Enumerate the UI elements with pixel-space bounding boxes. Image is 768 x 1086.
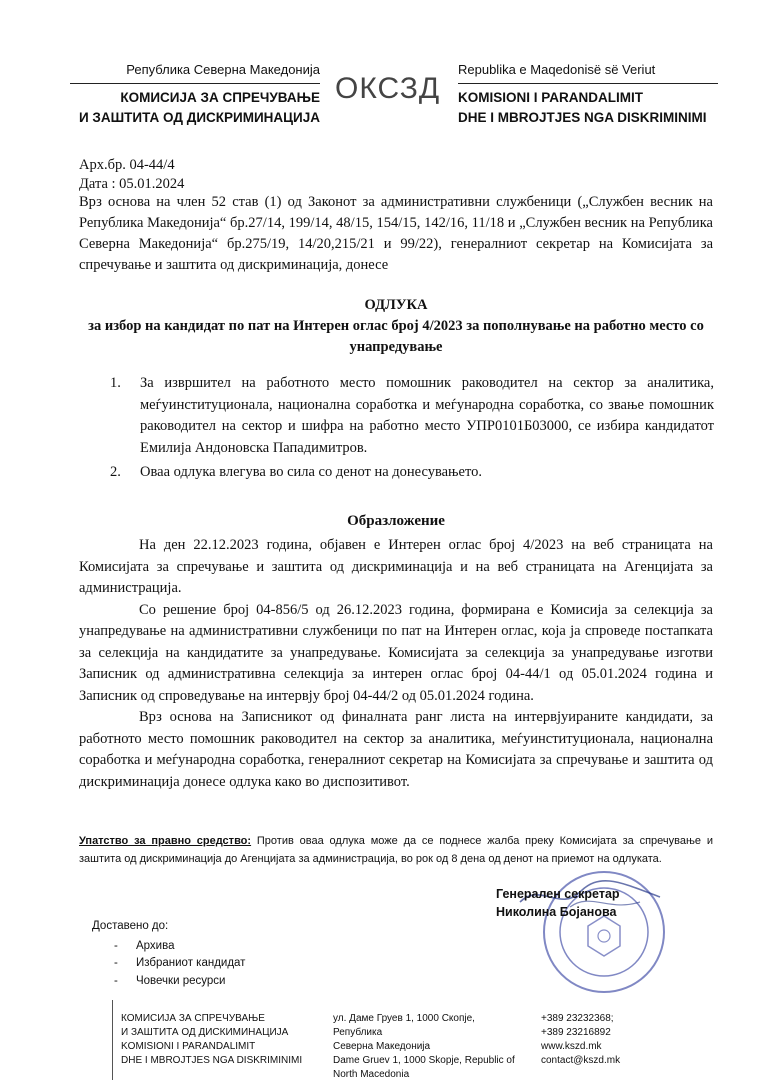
footer-address-line: Северна Македонија [333, 1041, 431, 1052]
list-item-text: За извршител на работното место помошник раководител на сектор за аналитика, меѓуинституционала, национална соработка и меѓународна соработка, со звање помошник раководител на сектор и шифра на работно место УПР0101Б03000, се избира кандидатот Емилија Андоновска Пападимитров. [140, 375, 714, 456]
footer-phone: +389 23216892 [541, 1027, 611, 1038]
legal-remedy-note [79, 832, 713, 868]
decision-items [110, 373, 714, 487]
delivered-to [92, 918, 245, 990]
decision-heading [79, 295, 713, 358]
list-item-number: 1. [110, 375, 121, 391]
header-right [458, 60, 718, 128]
header-right-divider [458, 83, 718, 84]
footer-address-line: Dame Gruev 1, 1000 Skopje, Republic of [333, 1055, 515, 1066]
list-item: - Човечки ресурси [114, 973, 245, 991]
signatory-role: Генерален секретар [496, 887, 620, 901]
page-footer [112, 1000, 723, 1080]
list-item [110, 462, 714, 484]
footer-address-line: North Macedonia [333, 1069, 410, 1080]
legal-remedy-label: Упатство за правно средство: [79, 835, 252, 847]
footer-phone: +389 23232368; [541, 1013, 614, 1024]
explanation-paragraph: Со решение број 04-856/5 од 26.12.2023 година, формирана е Комисија за селекција за унапредување на административни службеници по пат на Интерен оглас, која ја спроведе постапката за селекција на кандидатите за унапредување. Комисијата за селекција за унапредување изготви Записник од административна селекција за интерен оглас број 04-44/1 од 05.01.2024 година и Записник од спроведување на интервју број 04-44/2 од 05.01.2024 година. [79, 601, 713, 704]
header-left-org-line2: И ЗАШТИТА ОД ДИСКРИМИНАЦИЈА [78, 110, 320, 125]
list-item: - Избраниот кандидат [114, 955, 245, 973]
footer-org-line: И ЗАШТИТА ОД ДИСКИМИНАЦИЈА [121, 1027, 289, 1038]
explanation-body [79, 535, 713, 793]
list-item-text: Оваа одлука влегува во сила со денот на донесувањето. [140, 464, 482, 480]
intro-paragraph: Врз основа на член 52 став (1) од Законот за административни службеници („Службен весник на Република Македонија“ бр.27/14, 199/14, 48/15, 154/15, 142/16, 11/18 и „Службен весник на Република Северна Македонија“ бр.275/19, 14/20,215/21 и 99/22), генералниот секретар на Комисијата за спречување и заштита од дискриминација, донесе [79, 194, 713, 273]
list-item [110, 373, 714, 459]
delivered-label: Доставено до: [92, 920, 169, 932]
footer-address [333, 1012, 523, 1082]
delivered-list [114, 938, 245, 991]
header-left-divider [70, 83, 320, 84]
footer-org-line: KOMISIONI I PARANDALIMIT [121, 1041, 256, 1052]
explanation-paragraph: Врз основа на Записникот од финалната ранг листа на интервјуираните кандидати, за работното место помошник раководител на сектор за аналитика, меѓуинституционала, национална соработка и меѓународна соработка, генералниот секретар на Комисијата за спречување и заштита од дискриминација донесе одлука како во диспозитивот. [79, 709, 713, 790]
list-item: - Архива [114, 938, 245, 956]
footer-org-line: DHE I MBROJTJES NGA DISKRIMINIMI [121, 1055, 303, 1066]
footer-org-line: КОМИСИЈА ЗА СПРЕЧУВАЊЕ [121, 1013, 265, 1024]
signature-block [496, 885, 696, 921]
header-left [70, 60, 320, 128]
document-meta [79, 156, 709, 194]
legal-remedy-text: Против оваа одлука може да се поднесе жалба преку Комисијата за спречување и заштита од дискриминација до Агенцијата за администрација, во рок од 8 дена од денот на приемот на одлуката. [79, 835, 714, 865]
signatory-name: Николина Бојанова [496, 905, 617, 919]
footer-email-link[interactable]: contact@kszd.mk [541, 1055, 621, 1066]
list-item-number: 2. [110, 464, 121, 480]
footer-address-line: ул. Даме Груев 1, 1000 Скопје, Република [333, 1013, 475, 1038]
explanation-paragraph: На ден 22.12.2023 година, објавен е Интерен оглас број 4/2023 на веб страницата на Комисијата за спречување и заштита од дискриминација и на веб страницата на Агенцијата за администрација. [79, 537, 713, 596]
kszd-logo [335, 72, 453, 112]
header-left-country: Република Северна Македонија [126, 62, 320, 77]
footer-website-link[interactable]: www.kszd.mk [541, 1041, 602, 1052]
footer-contact [541, 1012, 691, 1068]
document-date: Дата : 05.01.2024 [79, 176, 185, 192]
header-left-org-line1: КОМИСИЈА ЗА СПРЕЧУВАЊЕ [120, 90, 320, 105]
explanation-title: Образложение [347, 513, 445, 529]
header-right-org-line1: KOMISIONI I PARANDALIMIT [458, 90, 643, 105]
decision-title: ОДЛУКА [364, 297, 428, 313]
archive-number: Арх.бр. 04-44/4 [79, 157, 175, 173]
logo-text: ОКСЗД [335, 72, 441, 105]
footer-org [121, 1012, 311, 1068]
header-right-country: Republika e Maqedonisë së Veriut [458, 62, 656, 77]
header-right-org-line2: DHE I MBROJTJES NGA DISKRIMINIMI [458, 110, 707, 125]
decision-subtitle: за избор на кандидат по пат на Интерен оглас број 4/2023 за пополнување на работно место со унапредување [88, 318, 704, 355]
